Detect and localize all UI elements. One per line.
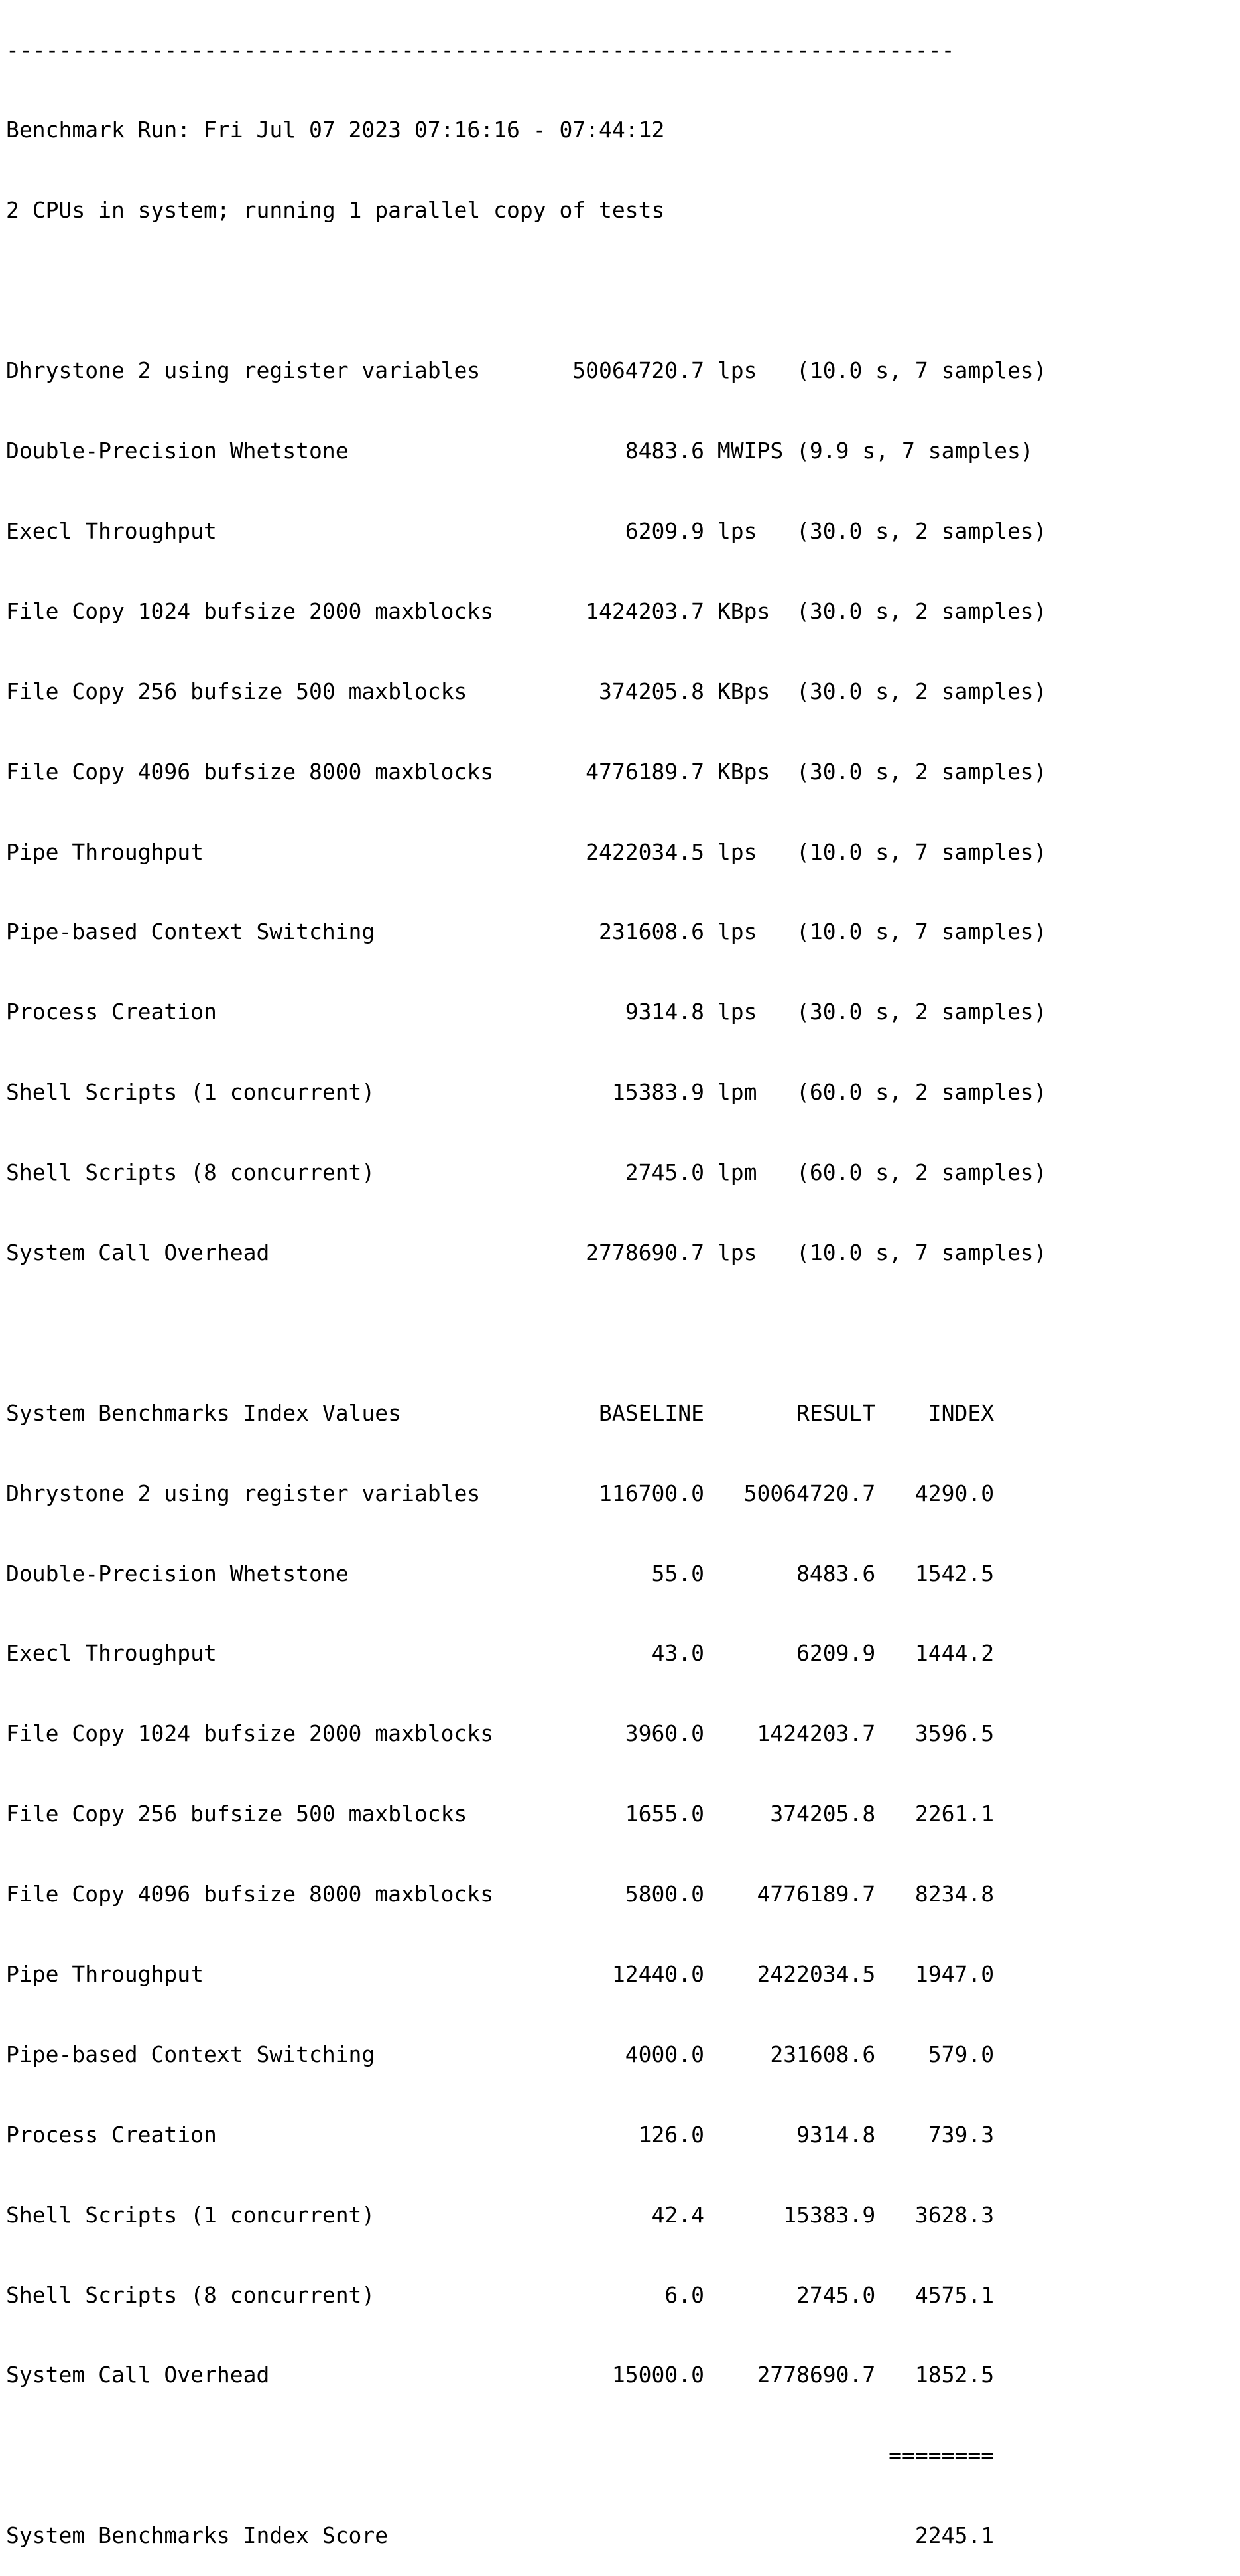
result-row-execl: Execl Throughput 6209.9 lps (30.0 s, 2 samples)	[6, 517, 1047, 544]
benchmark-run-line: Benchmark Run: Fri Jul 07 2023 07:16:16 - 07:44:12	[6, 117, 665, 143]
index-score-line: System Benchmarks Index Score 2245.1	[6, 2522, 995, 2549]
index-row-filecopy-256: File Copy 256 bufsize 500 maxblocks 1655.0 374205.8 2261.1	[6, 1801, 995, 1827]
index-row-filecopy-1024: File Copy 1024 bufsize 2000 maxblocks 3960.0 1424203.7 3596.5	[6, 1720, 995, 1747]
index-header-line: System Benchmarks Index Values BASELINE RESULT INDEX	[6, 1399, 995, 1426]
result-row-shell-8: Shell Scripts (8 concurrent) 2745.0 lpm (60.0 s, 2 samples)	[6, 1159, 1047, 1186]
index-row-context-switching: Pipe-based Context Switching 4000.0 231608.6 579.0	[6, 2041, 995, 2067]
blank-line	[6, 277, 1233, 304]
terminal-output	[6, 0, 1233, 2576]
result-row-context-switching: Pipe-based Context Switching 231608.6 lps (10.0 s, 7 samples)	[6, 919, 1047, 945]
result-row-whetstone: Double-Precision Whetstone 8483.6 MWIPS (9.9 s, 7 samples)	[6, 438, 1034, 464]
index-row-dhrystone: Dhrystone 2 using register variables 116700.0 50064720.7 4290.0	[6, 1480, 995, 1506]
index-row-process-creation: Process Creation 126.0 9314.8 739.3	[6, 2121, 995, 2148]
index-row-filecopy-4096: File Copy 4096 bufsize 8000 maxblocks 5800.0 4776189.7 8234.8	[6, 1881, 995, 1907]
result-row-syscall: System Call Overhead 2778690.7 lps (10.0 s, 7 samples)	[6, 1239, 1047, 1265]
result-row-process-creation: Process Creation 9314.8 lps (30.0 s, 2 samples)	[6, 999, 1047, 1025]
cpu-info-line: 2 CPUs in system; running 1 parallel copy of tests	[6, 197, 665, 224]
index-row-whetstone: Double-Precision Whetstone 55.0 8483.6 1542.5	[6, 1560, 995, 1586]
result-row-pipe-throughput: Pipe Throughput 2422034.5 lps (10.0 s, 7 samples)	[6, 838, 1047, 865]
result-row-filecopy-256: File Copy 256 bufsize 500 maxblocks 374205.8 KBps (30.0 s, 2 samples)	[6, 678, 1047, 704]
result-row-filecopy-4096: File Copy 4096 bufsize 8000 maxblocks 4776189.7 KBps (30.0 s, 2 samples)	[6, 758, 1047, 785]
blank-line	[6, 1320, 1233, 1346]
result-row-shell-1: Shell Scripts (1 concurrent) 15383.9 lpm (60.0 s, 2 samples)	[6, 1079, 1047, 1106]
result-row-dhrystone: Dhrystone 2 using register variables 50064720.7 lps (10.0 s, 7 samples)	[6, 357, 1047, 384]
index-row-shell-8: Shell Scripts (8 concurrent) 6.0 2745.0 4575.1	[6, 2282, 995, 2308]
index-row-execl: Execl Throughput 43.0 6209.9 1444.2	[6, 1640, 995, 1667]
index-row-shell-1: Shell Scripts (1 concurrent) 42.4 15383.9 3628.3	[6, 2201, 995, 2228]
score-separator-line: ========	[6, 2442, 995, 2469]
separator-line: ------------------------------------------------------------------------	[6, 36, 955, 63]
index-row-pipe-throughput: Pipe Throughput 12440.0 2422034.5 1947.0	[6, 1961, 995, 1987]
result-row-filecopy-1024: File Copy 1024 bufsize 2000 maxblocks 1424203.7 KBps (30.0 s, 2 samples)	[6, 598, 1047, 624]
index-row-syscall: System Call Overhead 15000.0 2778690.7 1852.5	[6, 2362, 995, 2388]
